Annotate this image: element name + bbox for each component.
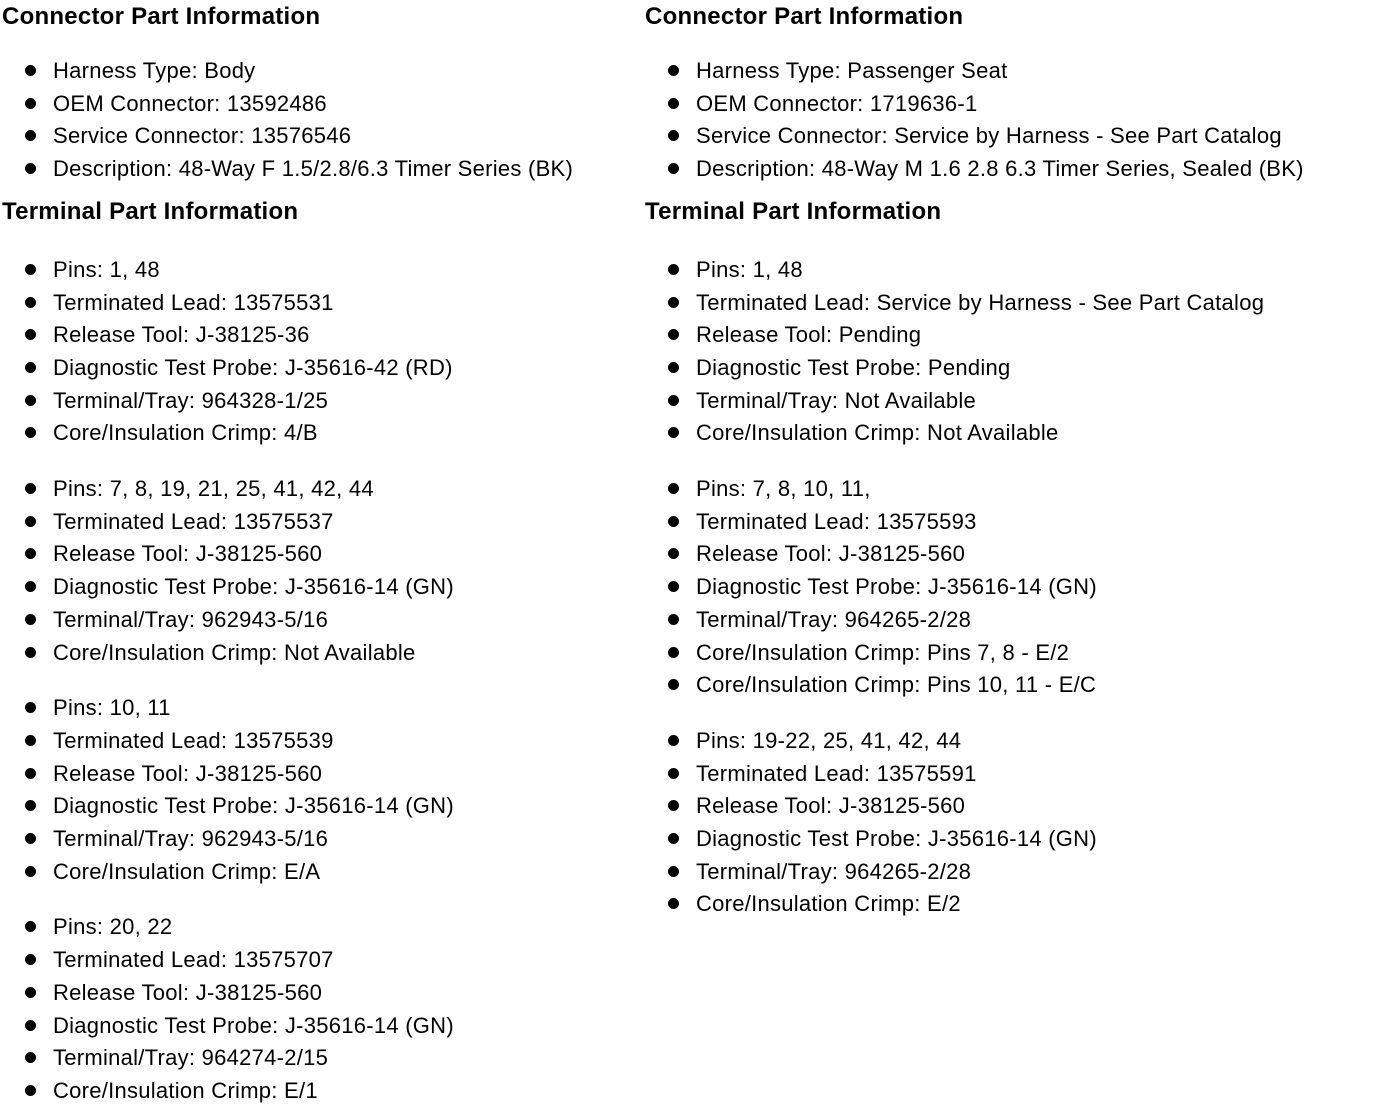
terminal-tray-item: Terminal/Tray: 964265-2/28: [645, 604, 1392, 637]
connector-part-information-heading: Connector Part Information: [2, 3, 321, 30]
service-connector-item: Service Connector: Service by Harness - See Part Catalog: [645, 120, 1392, 153]
release-tool-item: Release Tool: J-38125-560: [645, 790, 1392, 823]
terminal-tray-item: Terminal/Tray: 962943-5/16: [2, 604, 645, 637]
description-item: Description: 48-Way F 1.5/2.8/6.3 Timer Series (BK): [2, 153, 645, 186]
core-insulation-crimp-item: Core/Insulation Crimp: Pins 10, 11 - E/C: [645, 669, 1392, 702]
oem-connector-item: OEM Connector: 13592486: [2, 88, 645, 121]
diagnostic-test-probe-item: Diagnostic Test Probe: J-35616-14 (GN): [2, 1010, 645, 1043]
release-tool-item: Release Tool: J-38125-560: [645, 538, 1392, 571]
terminal-group: [645, 254, 1392, 450]
terminal-part-information-heading: Terminal Part Information: [2, 197, 299, 225]
terminal-tray-item: Terminal/Tray: 964274-2/15: [2, 1042, 645, 1075]
column-left: [2, 3, 645, 1108]
release-tool-item: Release Tool: J-38125-560: [2, 977, 645, 1010]
terminal-tray-item: Terminal/Tray: Not Available: [645, 385, 1392, 418]
pins-item: Pins: 1, 48: [2, 254, 645, 287]
release-tool-item: Release Tool: J-38125-560: [2, 538, 645, 571]
oem-connector-item: OEM Connector: 1719636-1: [645, 88, 1392, 121]
core-insulation-crimp-item: Core/Insulation Crimp: Pins 7, 8 - E/2: [645, 637, 1392, 670]
diagnostic-test-probe-item: Diagnostic Test Probe: J-35616-14 (GN): [645, 571, 1392, 604]
diagnostic-test-probe-item: Diagnostic Test Probe: J-35616-42 (RD): [2, 352, 645, 385]
description-item: Description: 48-Way M 1.6 2.8 6.3 Timer Series, Sealed (BK): [645, 153, 1392, 186]
diagnostic-test-probe-item: Diagnostic Test Probe: J-35616-14 (GN): [2, 790, 645, 823]
core-insulation-crimp-item: Core/Insulation Crimp: 4/B: [2, 417, 645, 450]
terminated-lead-item: Terminated Lead: 13575539: [2, 725, 645, 758]
pins-item: Pins: 19-22, 25, 41, 42, 44: [645, 725, 1392, 758]
terminal-group: [645, 725, 1392, 921]
service-connector-item: Service Connector: 13576546: [2, 120, 645, 153]
connector-part-information-heading: Connector Part Information: [645, 3, 964, 30]
release-tool-item: Release Tool: J-38125-560: [2, 758, 645, 791]
terminal-part-information-heading: Terminal Part Information: [645, 197, 942, 225]
core-insulation-crimp-item: Core/Insulation Crimp: E/2: [645, 888, 1392, 921]
release-tool-item: Release Tool: J-38125-36: [2, 319, 645, 352]
terminal-tray-item: Terminal/Tray: 962943-5/16: [2, 823, 645, 856]
terminal-group: [2, 911, 645, 1107]
terminal-group: [2, 473, 645, 669]
terminal-tray-item: Terminal/Tray: 964265-2/28: [645, 856, 1392, 889]
terminated-lead-item: Terminated Lead: 13575707: [2, 944, 645, 977]
pins-item: Pins: 1, 48: [645, 254, 1392, 287]
terminal-group: [2, 254, 645, 450]
harness-type-item: Harness Type: Passenger Seat: [645, 55, 1392, 88]
terminated-lead-item: Terminated Lead: 13575531: [2, 287, 645, 320]
core-insulation-crimp-item: Core/Insulation Crimp: Not Available: [645, 417, 1392, 450]
terminal-group: [645, 473, 1392, 702]
diagnostic-test-probe-item: Diagnostic Test Probe: Pending: [645, 352, 1392, 385]
terminated-lead-item: Terminated Lead: Service by Harness - See Part Catalog: [645, 287, 1392, 320]
terminated-lead-item: Terminated Lead: 13575591: [645, 758, 1392, 791]
diagnostic-test-probe-item: Diagnostic Test Probe: J-35616-14 (GN): [645, 823, 1392, 856]
diagnostic-test-probe-item: Diagnostic Test Probe: J-35616-14 (GN): [2, 571, 645, 604]
harness-type-item: Harness Type: Body: [2, 55, 645, 88]
terminated-lead-item: Terminated Lead: 13575537: [2, 506, 645, 539]
connector-info-list: [645, 55, 1392, 186]
terminal-group: [2, 692, 645, 888]
terminal-tray-item: Terminal/Tray: 964328-1/25: [2, 385, 645, 418]
core-insulation-crimp-item: Core/Insulation Crimp: Not Available: [2, 637, 645, 670]
terminated-lead-item: Terminated Lead: 13575593: [645, 506, 1392, 539]
column-right: [645, 3, 1392, 1108]
pins-item: Pins: 10, 11: [2, 692, 645, 725]
pins-item: Pins: 20, 22: [2, 911, 645, 944]
release-tool-item: Release Tool: Pending: [645, 319, 1392, 352]
connector-info-list: [2, 55, 645, 186]
core-insulation-crimp-item: Core/Insulation Crimp: E/A: [2, 856, 645, 889]
pins-item: Pins: 7, 8, 19, 21, 25, 41, 42, 44: [2, 473, 645, 506]
core-insulation-crimp-item: Core/Insulation Crimp: E/1: [2, 1075, 645, 1108]
pins-item: Pins: 7, 8, 10, 11,: [645, 473, 1392, 506]
